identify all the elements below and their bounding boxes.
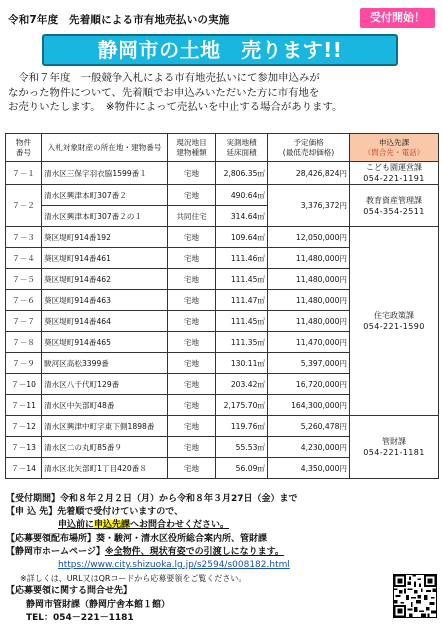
property-table xyxy=(5,133,439,479)
cell-type: 宅地 xyxy=(168,227,216,248)
cell-no: ７－８ xyxy=(6,332,42,353)
footer-info xyxy=(6,493,436,625)
period-label: 【受付期間】 xyxy=(6,494,61,504)
contact-tel xyxy=(6,612,436,625)
cell-location: 清水区中矢部町48番 xyxy=(42,395,168,416)
cell-type: 宅地 xyxy=(168,353,216,374)
cell-location: 葵区堤町914番465 xyxy=(42,332,168,353)
cell-area: 55.53㎡ xyxy=(216,437,268,458)
cell-area: 111.45㎡ xyxy=(216,269,268,290)
notice-kicker: 令和7年度 先着順による市有地売払いの実施 xyxy=(8,14,230,26)
contact-tel-number: TEL：054－221－1181 xyxy=(26,612,134,623)
cell-type: 宅地 xyxy=(168,311,216,332)
homepage-url-line xyxy=(6,559,436,572)
header-type: 現況地目 建物種類 xyxy=(168,134,216,162)
cell-type: 宅地 xyxy=(168,458,216,479)
title-banner xyxy=(42,34,398,66)
cell-price: 11,480,000円 xyxy=(268,290,350,311)
inquiry-tel: 054-221-1191 xyxy=(363,174,425,183)
inquiry-name: 住宅政策課 xyxy=(374,311,414,320)
table-row xyxy=(6,227,439,248)
cell-type: 宅地 xyxy=(168,162,216,185)
inquiry-name: 管財課 xyxy=(382,437,406,446)
application-note xyxy=(6,519,436,532)
cell-type: 宅地 xyxy=(168,416,216,437)
cell-area: 490.64㎡ xyxy=(216,185,268,206)
cell-no: ７－10 xyxy=(6,374,42,395)
cell-location: 清水区興津中町字東下側1898番 xyxy=(42,416,168,437)
top-row xyxy=(6,6,437,30)
cell-type: 宅地 xyxy=(168,290,216,311)
cell-location: 清水区興津本町307番２の１ xyxy=(42,206,168,227)
contact-label: 【応募要領に関する問合せ先】 xyxy=(6,586,133,597)
cell-no: ７－６ xyxy=(6,290,42,311)
cell-no: ７－１ xyxy=(6,162,42,185)
apply-text: 先着順で受付けていますので、 xyxy=(57,507,184,518)
cell-price: 3,376,372円 xyxy=(268,185,350,227)
cell-area: 109.64㎡ xyxy=(216,227,268,248)
cell-type: 宅地 xyxy=(168,185,216,206)
inquiry-cell xyxy=(350,162,439,185)
cell-price: 11,480,000円 xyxy=(268,269,350,290)
cell-no: ７－９ xyxy=(6,353,42,374)
header-no: 物件 番号 xyxy=(6,134,42,162)
contact-heading xyxy=(6,585,436,598)
cell-price: 11,480,000円 xyxy=(268,311,350,332)
cell-location: 清水区興津本町307番２ xyxy=(42,185,168,206)
cell-no: ７－２ xyxy=(6,185,42,227)
cell-no: ７－７ xyxy=(6,311,42,332)
cell-location: 清水区二の丸町85番９ xyxy=(42,437,168,458)
homepage-note: ※全物件、現状有姿での引渡しになります。 xyxy=(104,546,284,557)
cell-location: 葵区堤町914番461 xyxy=(42,248,168,269)
header-location: 入札対象財産の所在地・建物番号 xyxy=(42,134,168,162)
cell-area: 111.35㎡ xyxy=(216,332,268,353)
apply-note-highlight: 申込先課 xyxy=(94,520,131,531)
inquiry-tel: 054-221-1590 xyxy=(363,322,425,331)
cell-area: 56.09㎡ xyxy=(216,458,268,479)
cell-area: 111.46㎡ xyxy=(216,248,268,269)
cell-area: 2,806.35㎡ xyxy=(216,162,268,185)
intro-line: なかった物件について、先着順でお申込みいただいた方に市有地を xyxy=(8,86,320,99)
cell-area: 111.47㎡ xyxy=(216,290,268,311)
cell-type: 宅地 xyxy=(168,269,216,290)
cell-price: 28,426,824円 xyxy=(268,162,350,185)
cell-location: 駿河区高松3399番 xyxy=(42,353,168,374)
distribution-label: 【応募要領配布場所】 xyxy=(6,533,97,544)
cell-price: 5,397,000円 xyxy=(268,353,350,374)
contact-office xyxy=(6,599,436,612)
cell-type: 宅地 xyxy=(168,437,216,458)
cell-no: ７－４ xyxy=(6,248,42,269)
header-inquiry-sub: （問合先・電話） xyxy=(363,147,425,157)
cell-type: 宅地 xyxy=(168,374,216,395)
cell-no: ７－13 xyxy=(6,437,42,458)
intro-text xyxy=(8,71,436,115)
homepage-label: 【静岡市ホームページ】 xyxy=(6,546,105,557)
cell-no: ７－５ xyxy=(6,269,42,290)
cell-price: 11,470,000円 xyxy=(268,332,350,353)
cell-area: 119.76㎡ xyxy=(216,416,268,437)
cell-location: 葵区堤町914番464 xyxy=(42,311,168,332)
header-inquiry xyxy=(350,134,439,162)
inquiry-cell xyxy=(350,185,439,227)
page-title: 静岡市の土地 売ります!! xyxy=(97,38,343,62)
qr-code-image[interactable] xyxy=(393,574,437,618)
inquiry-tel: 054-221-1181 xyxy=(363,448,425,457)
inquiry-tel: 054-354-2511 xyxy=(363,206,425,216)
header-inquiry-label: 申込先課 xyxy=(378,137,410,147)
cell-price: 4,230,000円 xyxy=(268,437,350,458)
header-price: 予定価格 (最低売却価格) xyxy=(268,134,350,162)
inquiry-name: 教育資産管理課 xyxy=(366,195,422,205)
table-row xyxy=(6,416,439,437)
cell-location: 葵区堤町914番192 xyxy=(42,227,168,248)
cell-area: 111.45㎡ xyxy=(216,311,268,332)
table-header-row xyxy=(6,134,439,162)
cell-type: 共同住宅 xyxy=(168,206,216,227)
reception-period xyxy=(6,493,436,506)
cell-type: 宅地 xyxy=(168,248,216,269)
inquiry-cell xyxy=(350,416,439,479)
cell-type: 宅地 xyxy=(168,332,216,353)
cell-no: ７－11 xyxy=(6,395,42,416)
cell-location: 葵区堤町914番462 xyxy=(42,269,168,290)
cell-no: ７－14 xyxy=(6,458,42,479)
intro-line: 令和７年度 一般競争入札による市有地売払いにて参加申込みが xyxy=(8,72,320,84)
cell-area: 203.42㎡ xyxy=(216,374,268,395)
apply-label: 【申 込 先】 xyxy=(6,507,58,518)
qr-code-icon xyxy=(394,575,436,617)
distribution-text: 葵・駿河・清水区役所総合案内所、管財課 xyxy=(96,533,268,544)
cell-type: 宅地 xyxy=(168,395,216,416)
cell-area: 2,175.70㎡ xyxy=(216,395,268,416)
inquiry-name: こども園運営課 xyxy=(366,163,422,172)
cell-location: 清水区北矢部町1丁目420番８ xyxy=(42,458,168,479)
reception-open-badge: 受付開始！ xyxy=(360,8,435,28)
cell-price: 4,350,000円 xyxy=(268,458,350,479)
cell-price: 5,260,478円 xyxy=(268,416,350,437)
cell-area: 130.11㎡ xyxy=(216,353,268,374)
cell-no: ７－３ xyxy=(6,227,42,248)
cell-location: 葵区堤町914番463 xyxy=(42,290,168,311)
distribution-places xyxy=(6,533,436,546)
application-info xyxy=(6,506,436,519)
cell-price: 16,720,000円 xyxy=(268,374,350,395)
table-row xyxy=(6,162,439,185)
cell-price: 11,480,000円 xyxy=(268,248,350,269)
cell-location: 清水区三保字羽衣脇1599番１ xyxy=(42,162,168,185)
homepage-url-link[interactable]: https://www.city.shizuoka.lg.jp/s2594/s008182.html xyxy=(58,560,290,571)
intro-line: お売りいたします。 ※物件によって売払いを中止する場合があります。 xyxy=(8,101,343,113)
header-area: 実測地積 延床面積 xyxy=(216,134,268,162)
contact-office-name: 静岡市管財課（静岡庁舎本館１館） xyxy=(26,599,171,610)
homepage-info xyxy=(6,546,436,559)
qr-note: ※詳しくは、URL又はQRコードから応募要領をご覧ください。 xyxy=(20,574,247,584)
period-value: 令和８年２月２日（月）から令和８年３月27日（金）まで xyxy=(60,494,298,504)
table-row xyxy=(6,185,439,206)
cell-price: 12,050,000円 xyxy=(268,227,350,248)
cell-location: 清水区八千代町129番 xyxy=(42,374,168,395)
apply-note-post: へお問合わせください。 xyxy=(130,520,230,531)
cell-area: 314.64㎡ xyxy=(216,206,268,227)
cell-price: 164,300,000円 xyxy=(268,395,350,416)
inquiry-cell xyxy=(350,227,439,416)
apply-note-pre: 申込前に xyxy=(58,520,95,531)
cell-no: ７－12 xyxy=(6,416,42,437)
